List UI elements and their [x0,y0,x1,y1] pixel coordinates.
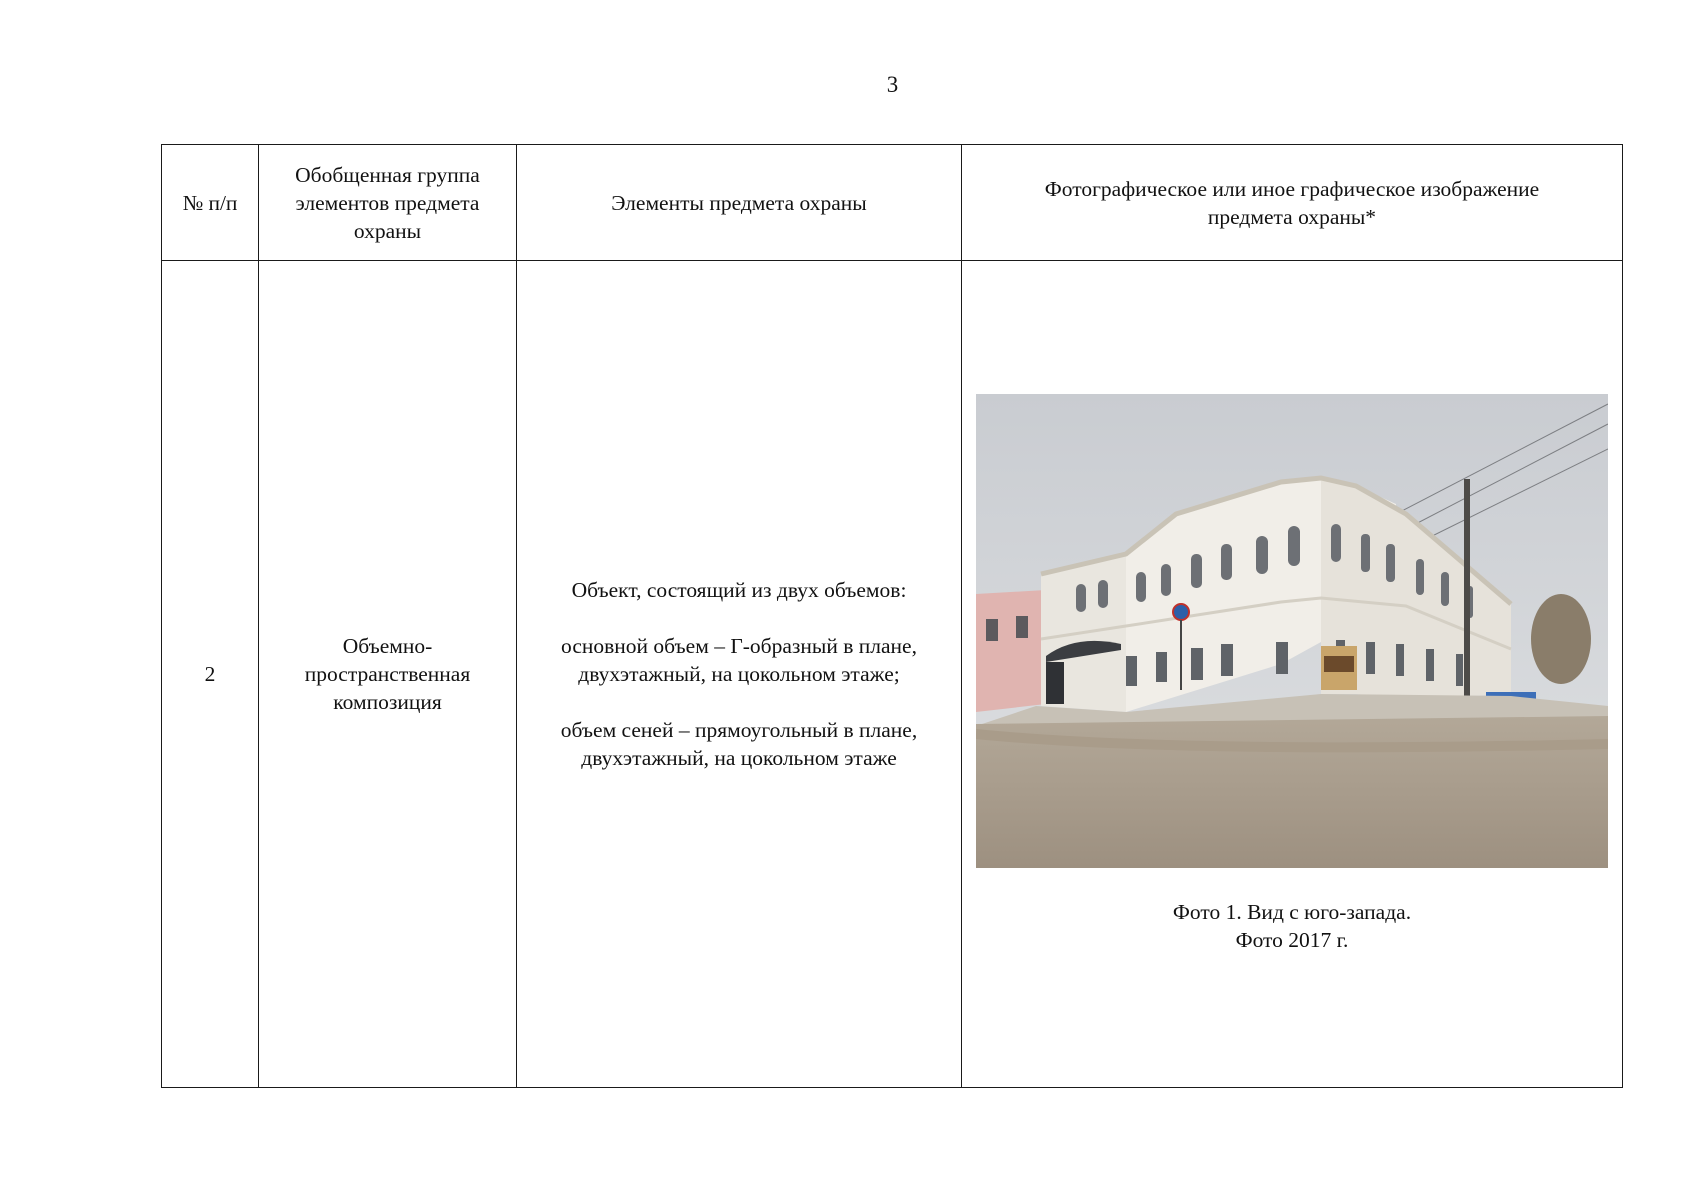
header-group: Обобщенная группа элементов предмета охраны [259,145,517,261]
elements-vestibule-volume: объем сеней – прямоугольный в плане, двухэтажный, на цокольном этаже [560,718,918,770]
photo-caption-line2: Фото 2017 г. [1235,928,1349,952]
header-photo: Фотографическое или иное графическое изображение предмета охраны* [962,145,1623,261]
building-photo [976,394,1608,868]
protection-table [161,144,1623,1088]
row-elements [517,261,962,1088]
header-row [162,145,1623,261]
header-elements: Элементы предмета охраны [517,145,962,261]
row-number: 2 [162,261,259,1088]
elements-main-volume: основной объем – Г-образный в плане, двухэтажный, на цокольном этаже; [561,634,917,686]
photo-caption-line1: Фото 1. Вид с юго-запада. [1172,900,1412,924]
page-number: 3 [886,72,899,97]
row-photo [962,261,1623,1088]
header-number: № п/п [162,145,259,261]
row-group: Объемно-пространственная композиция [259,261,517,1088]
table-row [162,261,1623,1088]
elements-intro: Объект, состоящий из двух объемов: [571,578,907,602]
